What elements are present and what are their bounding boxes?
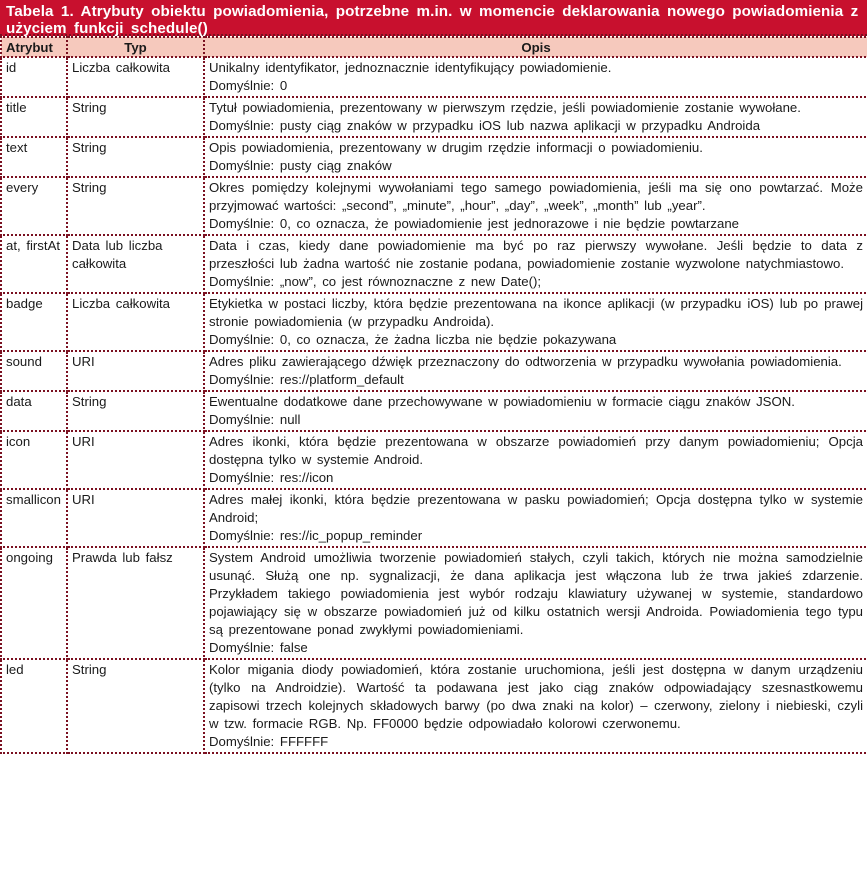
default-value: Domyślnie: res://ic_popup_reminder	[209, 528, 423, 543]
description-text: System Android umożliwia tworzenie powiadomień stałych, czyli takich, których nie można samodzielnie usunąć. Służą one np. sygnalizacji, że dana aplikacja jest włączona lub że trwa jakieś zdarzenie. Przykładem takiego powiadomienia jest wybór rodzaju klawiatury używanej w systemie, standardowo pojawiający się w obszarze powiadomień już od kilku ostatnich wersji Androida. Powiadomienia tego typu są prezentowane ponad zwykłymi powiadomieniami.	[209, 550, 863, 637]
cell-type: String	[67, 97, 204, 137]
default-value: Domyślnie: 0, co oznacza, że powiadomienie jest jednorazowe i nie będzie powtarzane	[209, 216, 740, 231]
cell-attribute: icon	[1, 431, 67, 489]
table-row	[1, 659, 867, 753]
cell-attribute: id	[1, 57, 67, 97]
cell-type: String	[67, 391, 204, 431]
cell-description	[204, 391, 867, 431]
cell-description	[204, 351, 867, 391]
description-text: Tytuł powiadomienia, prezentowany w pierwszym rzędzie, jeśli powiadomienie zostanie wywołane.	[209, 100, 801, 115]
description-text: Okres pomiędzy kolejnymi wywołaniami tego samego powiadomienia, jeśli ma się ono powtarzać. Może przyjmować wartości: „second”, „minute”, „hour”, „day”, „week”, „month” lub „year”.	[209, 180, 863, 213]
attributes-table	[0, 36, 867, 754]
description-text: Unikalny identyfikator, jednoznacznie identyfikujący powiadomienie.	[209, 60, 612, 75]
cell-type: String	[67, 177, 204, 235]
cell-description	[204, 659, 867, 753]
cell-type: URI	[67, 489, 204, 547]
header-attribute: Atrybut	[1, 37, 67, 57]
table-row	[1, 57, 867, 97]
cell-type: Liczba całkowita	[67, 293, 204, 351]
table-row	[1, 137, 867, 177]
default-value: Domyślnie: „now”, co jest równoznaczne z new Date();	[209, 274, 542, 289]
cell-description	[204, 293, 867, 351]
cell-attribute: at, firstAt	[1, 235, 67, 293]
cell-attribute: sound	[1, 351, 67, 391]
default-value: Domyślnie: 0, co oznacza, że żadna liczba nie będzie pokazywana	[209, 332, 617, 347]
cell-description	[204, 431, 867, 489]
cell-type: Data lub liczba całkowita	[67, 235, 204, 293]
cell-type: URI	[67, 351, 204, 391]
table-row	[1, 431, 867, 489]
cell-attribute: data	[1, 391, 67, 431]
cell-type: Liczba całkowita	[67, 57, 204, 97]
default-value: Domyślnie: FFFFFF	[209, 734, 329, 749]
cell-attribute: text	[1, 137, 67, 177]
cell-attribute: ongoing	[1, 547, 67, 659]
cell-description	[204, 235, 867, 293]
default-value: Domyślnie: pusty ciąg znaków w przypadku iOS lub nazwa aplikacji w przypadku Androida	[209, 118, 761, 133]
cell-description	[204, 489, 867, 547]
table-row	[1, 97, 867, 137]
default-value: Domyślnie: false	[209, 640, 308, 655]
default-value: Domyślnie: null	[209, 412, 301, 427]
cell-type: URI	[67, 431, 204, 489]
table-row	[1, 235, 867, 293]
cell-description	[204, 57, 867, 97]
cell-attribute: led	[1, 659, 67, 753]
table-caption: Tabela 1. Atrybuty obiektu powiadomienia, potrzebne m.in. w momencie deklarowania nowego powiadomienia z użyciem funkcji schedule()	[0, 0, 867, 36]
header-description: Opis	[204, 37, 867, 57]
description-text: Ewentualne dodatkowe dane przechowywane w powiadomieniu w formacie ciągu znaków JSON.	[209, 394, 795, 409]
cell-type: Prawda lub fałsz	[67, 547, 204, 659]
default-value: Domyślnie: pusty ciąg znaków	[209, 158, 392, 173]
default-value: Domyślnie: res://platform_default	[209, 372, 404, 387]
description-text: Data i czas, kiedy dane powiadomienie ma być po raz pierwszy wywołane. Jeśli będzie to data z przeszłości lub żadna wartość nie zostanie podana, powiadomienie zostanie wyzwolone natychmiastowo.	[209, 238, 863, 271]
description-text: Adres małej ikonki, która będzie prezentowana w pasku powiadomień; Opcja dostępna tylko w systemie Android;	[209, 492, 863, 525]
description-text: Kolor migania diody powiadomień, która zostanie uruchomiona, jeśli jest dostępna w danym urządzeniu (tylko na Androidzie). Wartość ta podawana jest jako ciąg znaków odpowiadający szesnastkowemu zapisowi trzech kolejnych składowych barwy (po dwa znaki na kolor) – czerwony, zielony i niebieski, czyli w tzw. formacie RGB. Np. FF0000 będzie odpowiadało kolorowi czerwonemu.	[209, 662, 863, 731]
header-type: Typ	[67, 37, 204, 57]
description-text: Etykietka w postaci liczby, która będzie prezentowana na ikonce aplikacji (w przypadku iOS) lub po prawej stronie powiadomienia (w przypadku Androida).	[209, 296, 863, 329]
cell-description	[204, 177, 867, 235]
table-header-row	[1, 37, 867, 57]
cell-attribute: smallicon	[1, 489, 67, 547]
table-row	[1, 391, 867, 431]
cell-type: String	[67, 659, 204, 753]
cell-description	[204, 97, 867, 137]
table-row	[1, 489, 867, 547]
cell-attribute: every	[1, 177, 67, 235]
table-row	[1, 293, 867, 351]
cell-attribute: title	[1, 97, 67, 137]
description-text: Adres ikonki, która będzie prezentowana w obszarze powiadomień przy danym powiadomieniu; Opcja dostępna tylko w systemie Android.	[209, 434, 863, 467]
default-value: Domyślnie: res://icon	[209, 470, 334, 485]
cell-description	[204, 137, 867, 177]
cell-description	[204, 547, 867, 659]
table-row	[1, 177, 867, 235]
cell-attribute: badge	[1, 293, 67, 351]
table-row	[1, 351, 867, 391]
cell-type: String	[67, 137, 204, 177]
description-text: Adres pliku zawierającego dźwięk przeznaczony do odtworzenia w przypadku wywołania powiadomienia.	[209, 354, 842, 369]
description-text: Opis powiadomienia, prezentowany w drugim rzędzie informacji o powiadomieniu.	[209, 140, 703, 155]
table-body	[1, 57, 867, 753]
table-row	[1, 547, 867, 659]
default-value: Domyślnie: 0	[209, 78, 288, 93]
